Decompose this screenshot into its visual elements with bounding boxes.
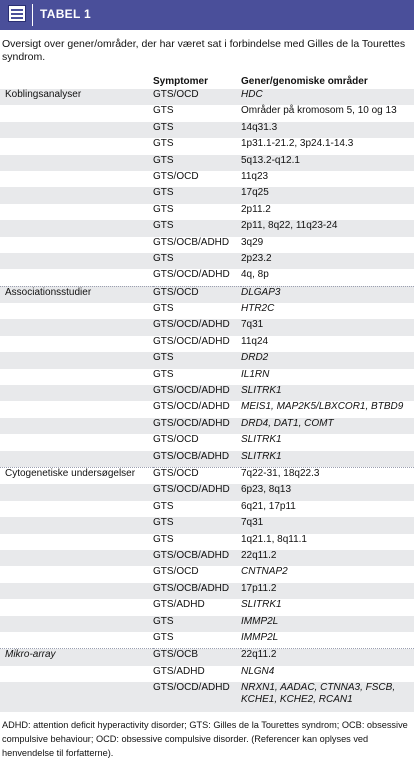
symptom-cell: GTS/OCD — [153, 286, 241, 303]
symptom-cell: GTS — [153, 220, 241, 236]
category-cell — [0, 517, 153, 533]
table-row — [0, 517, 414, 533]
gene-cell: HTR2C — [241, 303, 275, 315]
category-cell: Associationsstudier — [0, 286, 153, 303]
category-cell — [0, 682, 153, 712]
table-row — [0, 155, 414, 171]
gene-cell: 14q31.3 — [241, 122, 414, 138]
table-row — [0, 682, 414, 712]
symptom-cell: GTS/OCD/ADHD — [153, 335, 230, 347]
symptom-cell: GTS — [153, 155, 241, 171]
symptom-cell: GTS/ADHD — [153, 665, 205, 677]
symptom-cell: GTS — [153, 368, 174, 380]
table-row — [0, 649, 414, 666]
category-cell — [0, 253, 153, 269]
symptom-cell: GTS/OCB/ADHD — [153, 451, 241, 468]
gene-cell: 6p23, 8q13 — [241, 484, 414, 500]
gene-cell: HDC — [241, 89, 414, 105]
gene-cell: IL1RN — [241, 368, 270, 380]
header-divider — [32, 4, 33, 26]
category-cell — [0, 220, 153, 236]
table-row — [0, 286, 414, 303]
table-row — [0, 434, 414, 450]
gene-cell: 7q31 — [241, 319, 414, 335]
category-cell — [0, 385, 153, 401]
symptom-cell: GTS/OCD/ADHD — [153, 401, 230, 413]
gene-cell: 22q11.2 — [241, 649, 414, 666]
column-header-category — [0, 74, 153, 89]
table-row — [0, 122, 414, 138]
gene-cell: 1p31.1-21.2, 3p24.1-14.3 — [241, 138, 354, 150]
category-cell — [0, 550, 153, 566]
table-caption: Oversigt over gener/områder, der har været sat i forbindelse med Gilles de la Tourettes syndrom. — [2, 38, 406, 63]
table-row — [0, 303, 414, 319]
symptom-cell: GTS — [153, 500, 174, 512]
gene-cell: Områder på kromosom 5, 10 og 13 — [241, 105, 397, 117]
gene-cell: 1q21.1, 8q11.1 — [241, 533, 307, 545]
table-row — [0, 666, 414, 682]
category-cell — [0, 451, 153, 468]
table-row — [0, 352, 414, 368]
gene-cell: 22q11.2 — [241, 550, 414, 566]
table-body — [0, 89, 414, 712]
category-cell — [0, 204, 153, 220]
gene-cell: 11q23 — [241, 170, 269, 182]
category-cell — [0, 666, 153, 682]
table-row — [0, 187, 414, 203]
table-row — [0, 401, 414, 417]
category-cell — [0, 269, 153, 286]
category-cell — [0, 583, 153, 599]
table-row — [0, 89, 414, 105]
category-cell — [0, 303, 153, 319]
table-header-bar — [0, 0, 414, 30]
symptom-cell: GTS/OCD/ADHD — [153, 418, 241, 434]
gene-cell: SLITRK1 — [241, 599, 282, 611]
symptom-cell: GTS — [153, 253, 241, 269]
symptom-cell: GTS/OCB/ADHD — [153, 583, 241, 599]
gene-cell: 11q24 — [241, 335, 269, 347]
table-row — [0, 253, 414, 269]
category-cell — [0, 155, 153, 171]
footnote: ADHD: attention deficit hyperactivity disorder; GTS: Gilles de la Tourettes syndrom; OCB: obsessive compulsive behaviour; OCD: obsessive compulsive disorder. (Referencer kan oplyses ved henvendelse til forfatterne). — [2, 720, 408, 759]
gene-cell: SLITRK1 — [241, 451, 414, 468]
gene-cell: 6q21, 17p11 — [241, 500, 296, 512]
gene-cell: DRD4, DAT1, COMT — [241, 418, 414, 434]
table-row — [0, 501, 414, 517]
symptom-cell: GTS/OCD/ADHD — [153, 269, 230, 281]
category-cell — [0, 352, 153, 368]
symptom-cell: GTS/OCD — [153, 170, 199, 182]
category-cell: Mikro-array — [0, 649, 153, 666]
symptom-cell: GTS — [153, 105, 174, 117]
table-row — [0, 550, 414, 566]
symptom-cell: GTS — [153, 517, 241, 533]
symptom-cell: GTS/OCB/ADHD — [153, 550, 241, 566]
category-cell — [0, 484, 153, 500]
table-row — [0, 583, 414, 599]
symptom-cell: GTS/OCD — [153, 434, 199, 446]
table-header-row — [0, 74, 414, 89]
column-header-genes: Gener/genomiske områder — [241, 76, 368, 87]
table-row — [0, 319, 414, 335]
gene-cell: SLITRK1 — [241, 434, 282, 446]
symptom-cell: GTS/OCD/ADHD — [153, 385, 241, 401]
category-cell — [0, 632, 153, 649]
symptom-cell: GTS — [153, 187, 241, 203]
category-cell — [0, 401, 153, 417]
table-row — [0, 385, 414, 401]
table-row — [0, 451, 414, 468]
symptom-cell: GTS/OCD/ADHD — [153, 484, 241, 500]
category-cell — [0, 369, 153, 385]
symptom-cell: GTS/OCD — [153, 566, 199, 578]
gene-cell: NLGN4 — [241, 665, 275, 677]
category-cell — [0, 122, 153, 138]
gene-cell: DLGAP3 — [241, 286, 414, 303]
category-cell — [0, 171, 153, 187]
gene-cell: 7q22-31, 18q22.3 — [241, 467, 414, 484]
gene-cell: SLITRK1 — [241, 385, 414, 401]
gene-cell: 2p11.2 — [241, 203, 271, 215]
symptom-cell: GTS — [153, 203, 174, 215]
category-cell — [0, 599, 153, 615]
gene-cell: 17q25 — [241, 187, 414, 203]
table-row — [0, 534, 414, 550]
gene-cell: 5q13.2-q12.1 — [241, 155, 414, 171]
table-row — [0, 566, 414, 582]
gene-cell: 3q29 — [241, 236, 264, 248]
category-cell — [0, 237, 153, 253]
symptom-cell: GTS/OCB/ADHD — [153, 236, 230, 248]
table-row — [0, 237, 414, 253]
table-row — [0, 418, 414, 434]
table-icon — [8, 5, 26, 22]
category-cell — [0, 105, 153, 121]
symptom-cell: GTS — [153, 303, 174, 315]
category-cell — [0, 336, 153, 352]
symptom-cell: GTS — [153, 616, 241, 632]
symptom-cell: GTS/OCB — [153, 649, 241, 666]
category-cell — [0, 501, 153, 517]
gene-cell: 2p11, 8q22, 11q23-24 — [241, 220, 414, 236]
symptom-cell: GTS — [153, 138, 174, 150]
table-row — [0, 105, 414, 121]
category-cell — [0, 566, 153, 582]
table-row — [0, 484, 414, 500]
symptom-cell: GTS/ADHD — [153, 599, 205, 611]
table-row — [0, 467, 414, 484]
gene-cell: IMMP2L — [241, 616, 414, 632]
table-row — [0, 599, 414, 615]
table-row — [0, 220, 414, 236]
table-row — [0, 171, 414, 187]
genes-table — [0, 74, 414, 712]
table-row — [0, 632, 414, 649]
gene-cell: 7q31 — [241, 517, 414, 533]
gene-cell: MEIS1, MAP2K5/LBXCOR1, BTBD9 — [241, 401, 404, 413]
table-row — [0, 616, 414, 632]
category-cell — [0, 319, 153, 335]
category-cell — [0, 534, 153, 550]
category-cell — [0, 616, 153, 632]
gene-cell: DRD2 — [241, 352, 414, 368]
symptom-cell: GTS/OCD/ADHD — [153, 319, 241, 335]
gene-cell: 2p23.2 — [241, 253, 414, 269]
gene-cell: CNTNAP2 — [241, 566, 288, 578]
table-title: TABEL 1 — [40, 7, 91, 21]
category-cell — [0, 187, 153, 203]
table-row — [0, 269, 414, 286]
gene-cell: IMMP2L — [241, 631, 279, 643]
category-cell — [0, 418, 153, 434]
category-cell — [0, 434, 153, 450]
category-cell: Cytogenetiske undersøgelser — [0, 467, 153, 484]
table-row — [0, 138, 414, 154]
table-row — [0, 336, 414, 352]
category-cell — [0, 138, 153, 154]
symptom-cell: GTS — [153, 352, 241, 368]
symptom-cell: GTS — [153, 533, 174, 545]
gene-cell: NRXN1, AADAC, CTNNA3, FSCB, KCHE1, KCHE2, RCAN1 — [241, 682, 414, 712]
symptom-cell: GTS/OCD — [153, 89, 241, 105]
symptom-cell: GTS/OCD — [153, 467, 241, 484]
symptom-cell: GTS — [153, 122, 241, 138]
gene-cell: 17p11.2 — [241, 583, 414, 599]
table-row — [0, 369, 414, 385]
symptom-cell: GTS — [153, 631, 174, 643]
column-header-symptoms: Symptomer — [153, 76, 209, 87]
table-row — [0, 204, 414, 220]
symptom-cell: GTS/OCD/ADHD — [153, 682, 241, 712]
gene-cell: 4q, 8p — [241, 269, 269, 281]
category-cell: Koblingsanalyser — [0, 89, 153, 105]
